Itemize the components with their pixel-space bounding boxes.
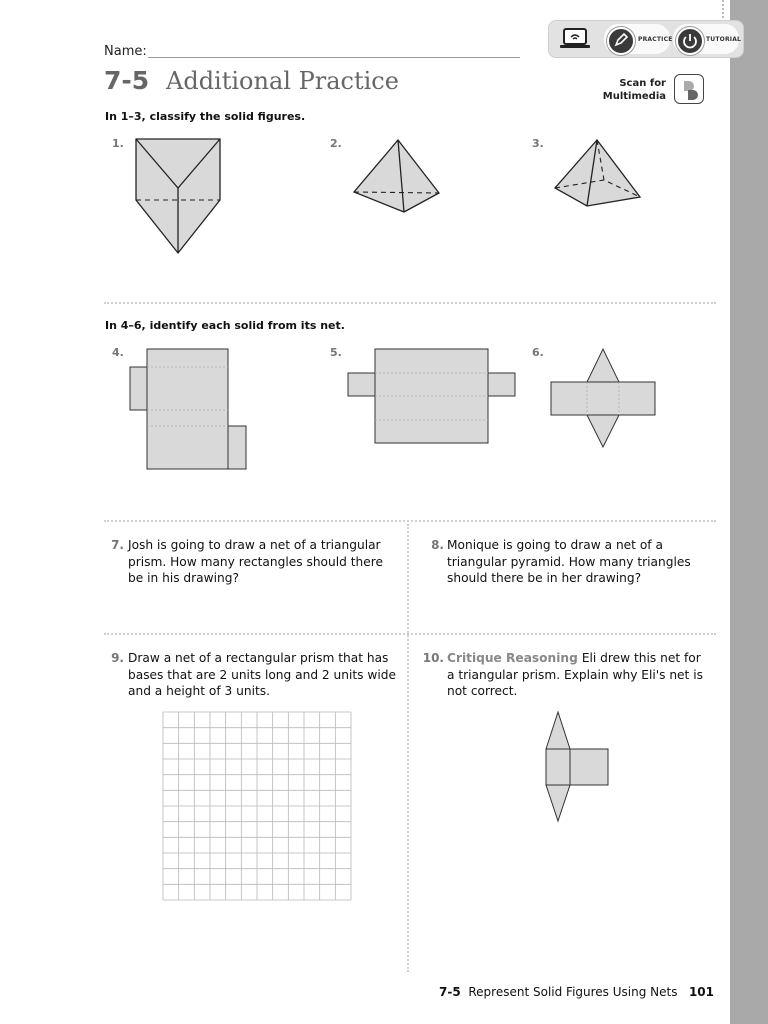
footer-title: Represent Solid Figures Using Nets: [468, 985, 678, 999]
name-label: Name:: [104, 44, 147, 59]
item-1-number: 1.: [112, 137, 124, 150]
q10-number: 10.: [422, 651, 444, 665]
section1-instruction: In 1–3, classify the solid figures.: [105, 110, 306, 123]
tutorial-label: TUTORIAL: [706, 36, 742, 43]
q10-emphasis: Critique Reasoning: [447, 651, 578, 665]
item-3-number: 3.: [532, 137, 544, 150]
q9-number: 9.: [111, 651, 124, 665]
q8-number: 8.: [431, 538, 444, 552]
page-footer: [439, 985, 714, 999]
item-6-number: 6.: [532, 346, 544, 359]
q10-text: Eli drew this net for a triangular prism. Explain why Eli's net is not correct.: [447, 651, 703, 698]
item-2-number: 2.: [330, 137, 342, 150]
item-5-number: 5.: [330, 346, 342, 359]
q7-text: Josh is going to draw a net of a triangular prism. How many rectangles should there be in his drawing?: [128, 538, 383, 585]
q9-text: Draw a net of a rectangular prism that has bases that are 2 units long and 2 units wide and a height of 3 units.: [128, 651, 396, 698]
scan-label-line2: Multimedia: [602, 91, 666, 102]
item-4-number: 4.: [112, 346, 124, 359]
q8-text: Monique is going to draw a net of a triangular pyramid. How many triangles should there be in her drawing?: [447, 538, 691, 585]
section2-instruction: In 4–6, identify each solid from its net.: [105, 319, 345, 332]
q7-number: 7.: [111, 538, 124, 552]
page-title: Additional Practice: [166, 67, 399, 95]
footer-lesson: 7-5: [439, 985, 461, 999]
scan-label-line1: Scan for: [619, 78, 666, 89]
practice-label: PRACTICE: [638, 36, 673, 43]
page-number: 101: [688, 985, 714, 999]
lesson-number: 7-5: [104, 66, 150, 95]
